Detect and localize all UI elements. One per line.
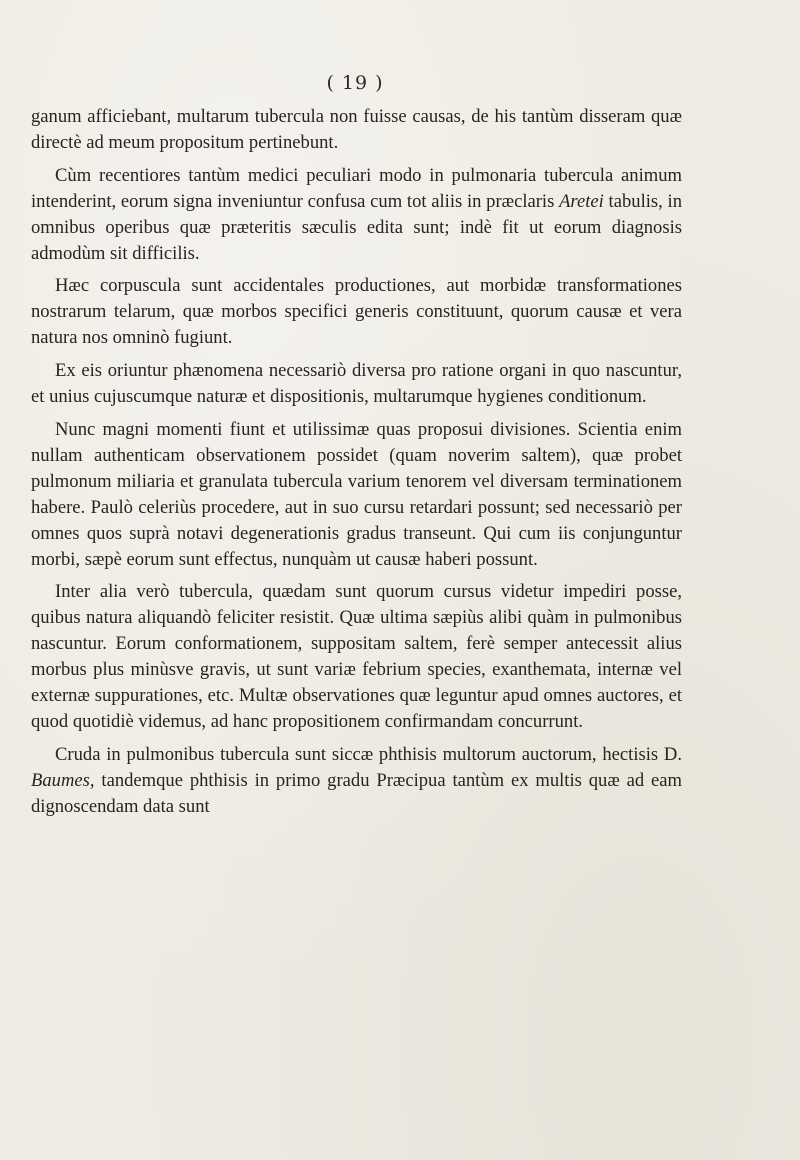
paragraph-2 bbox=[31, 163, 682, 267]
paragraph-3: Hæc corpuscula sunt accidentales productiones, aut morbidæ transformationes nostrarum telarum, quæ morbos specifici generis constituunt, quorum causæ et vera natura nos omninò fugiunt. bbox=[31, 275, 682, 349]
paragraph-7-part-b: tandemque phthisis in primo gradu Præcipua tantùm ex multis quæ ad eam dignoscendam data sunt bbox=[31, 769, 682, 817]
page-number: ( 19 ) bbox=[326, 72, 384, 94]
paragraph-2-part-a: Cùm recentiores tantùm medici peculiari modo in pulmonaria tubercula animum intenderint, eorum signa inveniuntur confusa cum tot aliis in præclaris bbox=[31, 164, 682, 212]
paragraph-1: ganum afficiebant, multarum tubercula non fuisse causas, de his tantùm disseram quæ directè ad meum propositum pertinebunt. bbox=[31, 106, 682, 153]
paragraph-2-italic: Aretei bbox=[559, 190, 604, 212]
paragraph-7 bbox=[31, 742, 682, 820]
paragraph-7-part-a: Cruda in pulmonibus tubercula sunt siccæ phthisis multorum auctorum, hectisis D. bbox=[55, 743, 682, 765]
paragraph-4: Ex eis oriuntur phænomena necessariò diversa pro ratione organi in quo nascuntur, et unius cujuscumque naturæ et dispositionis, multarumque hygienes conditionum. bbox=[31, 360, 682, 408]
body-text bbox=[31, 104, 682, 820]
paragraph-7-italic: Baumes, bbox=[31, 769, 95, 791]
paragraph-5: Nunc magni momenti fiunt et utilissimæ quas proposui divisiones. Scientia enim nullam authenticam observationem possidet (quam noverim saltem), quæ probet pulmonum miliaria et granulata tubercula varium tenorem vel diversam terminationem habere. Paulò celeriùs procedere, aut in suo cursu retardari possunt; sed necessariò per omnes quos suprà notavi degenerationis gradus transeunt. Qui cum iis conjunguntur morbi, sæpè eorum sunt effectus, nunquàm ut causæ haberi possunt. bbox=[31, 418, 682, 570]
paragraph-2-part-b: tabulis, in omnibus operibus quæ præteritis sæculis edita sunt; indè fit ut eorum diagnosis admodùm sit difficilis. bbox=[31, 190, 682, 264]
paragraph-6: Inter alia verò tubercula, quædam sunt quorum cursus videtur impediri posse, quibus natura aliquandò feliciter resistit. Quæ ultima sæpiùs alibi quàm in pulmonibus nascuntur. Eorum conformationem, suppositam saltem, ferè semper antecessit alius morbus plus minùsve gravis, ut sunt variæ febrium species, exanthemata, internæ vel externæ suppurationes, etc. Multæ observationes quæ leguntur apud omnes auctores, et quod quotidiè videmus, ad hanc propositionem confirmandam concurrunt. bbox=[31, 581, 682, 732]
